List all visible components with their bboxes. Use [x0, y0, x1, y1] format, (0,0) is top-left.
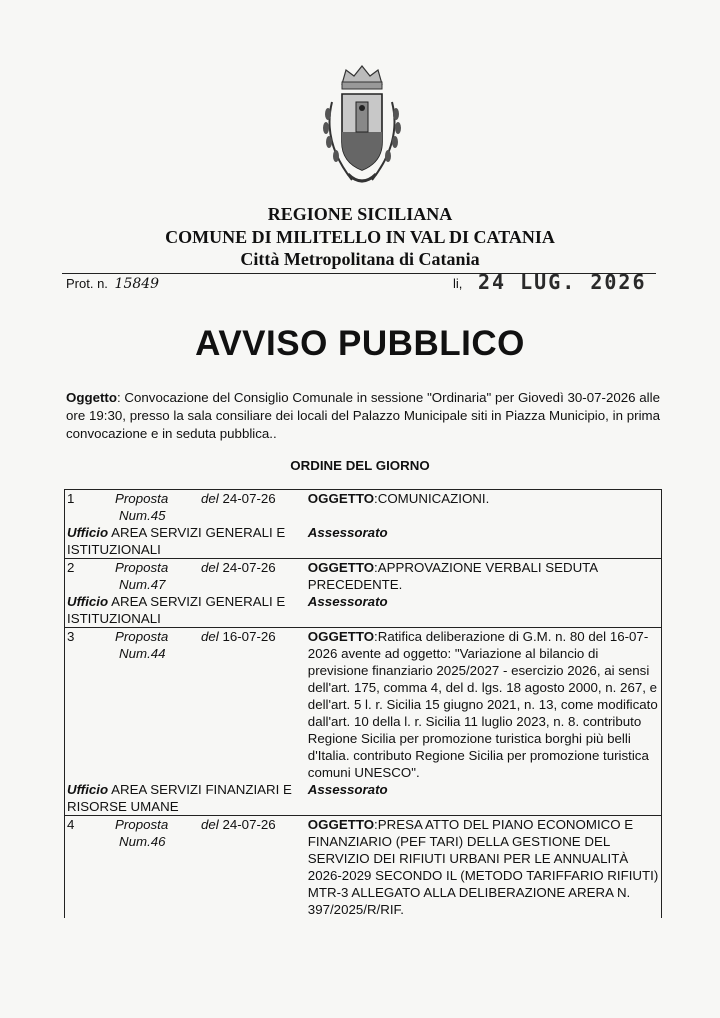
agenda-item [65, 628, 662, 782]
item-date: 24-07-26 [222, 491, 276, 506]
proposal-label: Proposta [115, 560, 169, 575]
item-office [65, 524, 306, 559]
oggetto-label: OGGETTO [307, 560, 375, 575]
del-label: del [201, 629, 219, 644]
num-label: Num. [119, 834, 151, 849]
protocol-label: Prot. n. [66, 276, 108, 291]
notice-title: AVVISO PUBBLICO [195, 324, 525, 363]
item-number: 4 [67, 817, 75, 832]
agenda-heading: ORDINE DEL GIORNO [290, 458, 430, 473]
item-office [65, 781, 306, 816]
item-number: 1 [67, 491, 75, 506]
office-label: Ufficio [67, 594, 109, 609]
agenda-item-office [65, 593, 662, 628]
region-heading: REGIONE SICILIANA [267, 204, 453, 224]
item-date: 16-07-26 [222, 629, 276, 644]
subject-text: : Convocazione del Consiglio Comunale in sessione "Ordinaria" per Giovedì 30-07-2026 alle ore 19:30, presso la sala consiliare dei locali del Palazzo Municipale siti in Piazza Municipio, in prima convocazione e in seduta pubblica.. [66, 390, 660, 441]
date-stamp: 24 LUG. 2026 [478, 270, 647, 294]
item-subject-text: :COMUNICAZIONI. [374, 491, 490, 506]
oggetto-label: OGGETTO [307, 491, 375, 506]
num-label: Num. [119, 577, 151, 592]
proposal-label: Proposta [115, 817, 169, 832]
subject-label: Oggetto [66, 390, 117, 405]
item-meta [65, 559, 306, 594]
oggetto-label: OGGETTO [307, 629, 375, 644]
item-number: 2 [67, 560, 75, 575]
municipality-heading: COMUNE DI MILITELLO IN VAL DI CATANIA [165, 227, 555, 247]
metro-city-heading: Città Metropolitana di Catania [240, 249, 480, 269]
office-label: Ufficio [67, 525, 109, 540]
item-subject-text: :PRESA ATTO DEL PIANO ECONOMICO E FINANZIARIO (PEF TARI) DELLA GESTIONE DEL SERVIZIO DEI RIFIUTI URBANI PER LE ANNUALITÀ 2026-2029 SECONDO IL (METODO TARIFFARIO RIFIUTI) MTR-3 ALLEGATO ALLA DELIBERAZIONE ARERA N. 397/2025/R/RIF. [307, 817, 659, 917]
del-label: del [201, 560, 219, 575]
office-label: Ufficio [67, 782, 109, 797]
proposal-number: 44 [150, 646, 166, 661]
item-subject [306, 628, 662, 782]
subject-paragraph [66, 389, 660, 443]
protocol-handwritten-number: 15849 [114, 276, 160, 292]
oggetto-label: OGGETTO [307, 817, 375, 832]
item-subject [306, 490, 662, 525]
office-text: AREA SERVIZI GENERALI E ISTITUZIONALI [67, 594, 286, 626]
date-label: li, [453, 276, 463, 291]
item-number: 3 [67, 629, 75, 644]
item-subject-text: :APPROVAZIONE VERBALI SEDUTA PRECEDENTE. [307, 560, 598, 592]
item-date: 24-07-26 [222, 817, 276, 832]
agenda-item-office [65, 524, 662, 559]
item-meta [65, 490, 306, 525]
item-assessorato: Assessorato [306, 524, 662, 559]
item-subject-text: :Ratifica deliberazione di G.M. n. 80 del 16-07-2026 avente ad oggetto: "Variazione al bilancio di previsione finanziario 2025/2027 - esercizio 2026, ai sensi dell'art. 175, comma 4, del d. lgs. 18 agosto 2000, n. 267, e dell'art. 5 l. r. Sicilia 15 giugno 2021, n. 13, come modificato dall'art. 10 della l. r. Sicilia 11 luglio 2023, n. 8. contributo Regione Sicilia per promozione turistica borghi più belli d'Italia. contributo Regione Sicilia per promozione turistica comuni UNESCO". [307, 629, 658, 780]
item-assessorato: Assessorato [306, 593, 662, 628]
item-date: 24-07-26 [222, 560, 276, 575]
agenda-table [64, 489, 662, 918]
proposal-label: Proposta [115, 491, 169, 506]
del-label: del [201, 491, 219, 506]
num-label: Num. [119, 508, 151, 523]
agenda-item [65, 816, 662, 919]
item-subject [306, 816, 662, 919]
proposal-number: 46 [150, 834, 166, 849]
protocol-number [66, 276, 159, 292]
office-text: AREA SERVIZI GENERALI E ISTITUZIONALI [67, 525, 286, 557]
item-meta [65, 816, 306, 919]
office-text: AREA SERVIZI FINANZIARI E RISORSE UMANE [67, 782, 292, 814]
del-label: del [201, 817, 219, 832]
num-label: Num. [119, 646, 151, 661]
agenda-item [65, 559, 662, 594]
item-assessorato: Assessorato [306, 781, 662, 816]
proposal-label: Proposta [115, 629, 169, 644]
item-office [65, 593, 306, 628]
item-meta [65, 628, 306, 782]
item-subject [306, 559, 662, 594]
proposal-number: 47 [150, 577, 166, 592]
agenda-item [65, 490, 662, 525]
agenda-item-office [65, 781, 662, 816]
proposal-number: 45 [150, 508, 166, 523]
municipal-crest-emblem [312, 62, 412, 196]
